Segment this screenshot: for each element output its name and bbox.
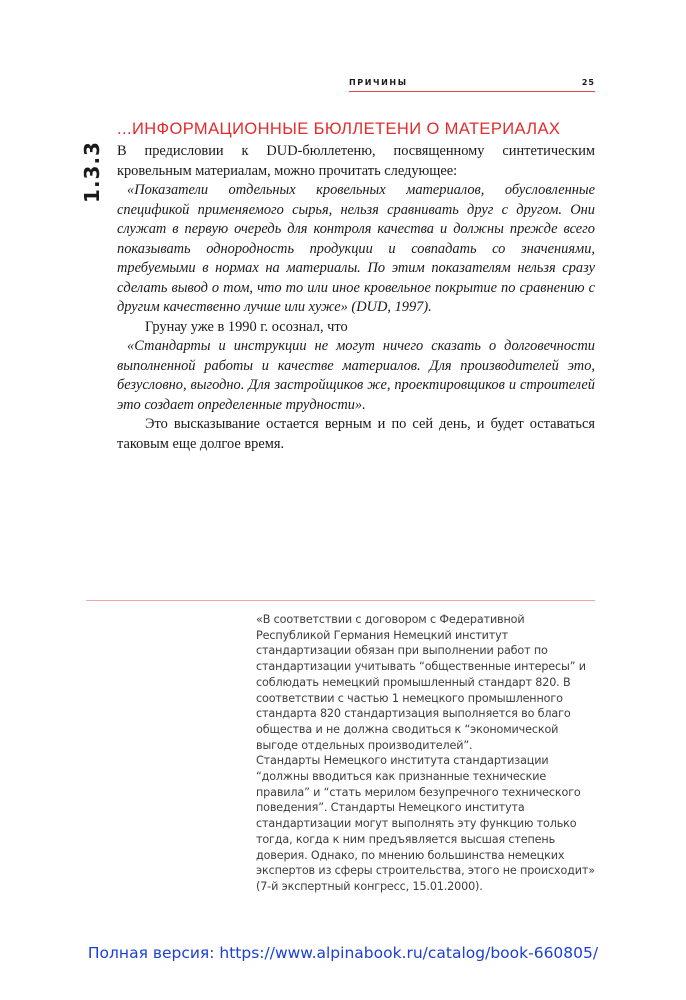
quote-grunau: «Стандарты и инструкции не могут ничего сказать о долговечности выполненной работы и качестве материалов. Для производителей это, безусловно, выгодно. Для застройщиков же, проектировщиков и строителей это создает определенные трудности». [117, 338, 595, 413]
sidenote-paragraph-2: Стандарты Немецкого института стандартизации “должны вводиться как признанные технические правила” и “стать мерилом безупречного технического поведения”. Стандарты Немецкого института стандартизации могут выполнять эту функцию только тогда, когда к ним предъявляется высшая степень доверия. Однако, по мнению большинства немецких экспертов из сферы строительства, этого не происходит» (7-й экспертный конгресс, 15.01.2000). [256, 754, 595, 893]
full-version-link[interactable]: Полная версия: https://www.alpinabook.ru/catalog/book-660805/ [87, 944, 599, 962]
intro-paragraph: В предисловии к DUD-бюллетеню, посвященному синтетическим кровельным материалам, можно прочитать следующее: [117, 143, 595, 179]
page-number: 25 [581, 78, 595, 87]
section-title: ...ИНФОРМАЦИОННЫЕ БЮЛЛЕТЕНИ О МАТЕРИАЛАХ [117, 120, 561, 138]
sidenote-divider [86, 600, 595, 601]
conclusion-paragraph: Это высказывание остается верным и по сей день, и будет оставаться таковым еще долгое время. [117, 416, 595, 452]
section-number: 1.3.3 [80, 141, 104, 203]
header-divider [349, 91, 595, 92]
running-title: ПРИЧИНЫ [349, 78, 408, 87]
main-text [117, 142, 595, 454]
running-header [349, 78, 595, 90]
sidenote-block [256, 612, 596, 895]
sidenote-paragraph-1: «В соответствии с договором с Федеративной Республикой Германия Немецкий институт стандартизации обязан при выполнении работ по стандартизации учитывать “общественные интересы” и соблюдать немецкий промышленный стандарт 820. В соответствии с частью 1 немецкого промышленного стандарта 820 стандартизация выполняется во благо общества и не должна сводиться к “экономической выгоде отдельных производителей”. [256, 613, 586, 752]
quote-dud: «Показатели отдельных кровельных материалов, обусловленные спецификой применяемого сырья, нельзя сравнивать друг с другом. Они служат в первую очередь для контроля качества и должны прежде всего показывать однородность продукции и совпадать со значениями, требуемыми в нормах на материалы. По этим показателям нельзя сразу сделать вывод о том, что то или иное кровельное покрытие по сравнению с другим качественно лучше или хуже» (DUD, 1997). [117, 182, 595, 315]
grunau-lead-paragraph: Грунау уже в 1990 г. осознал, что [145, 318, 348, 335]
